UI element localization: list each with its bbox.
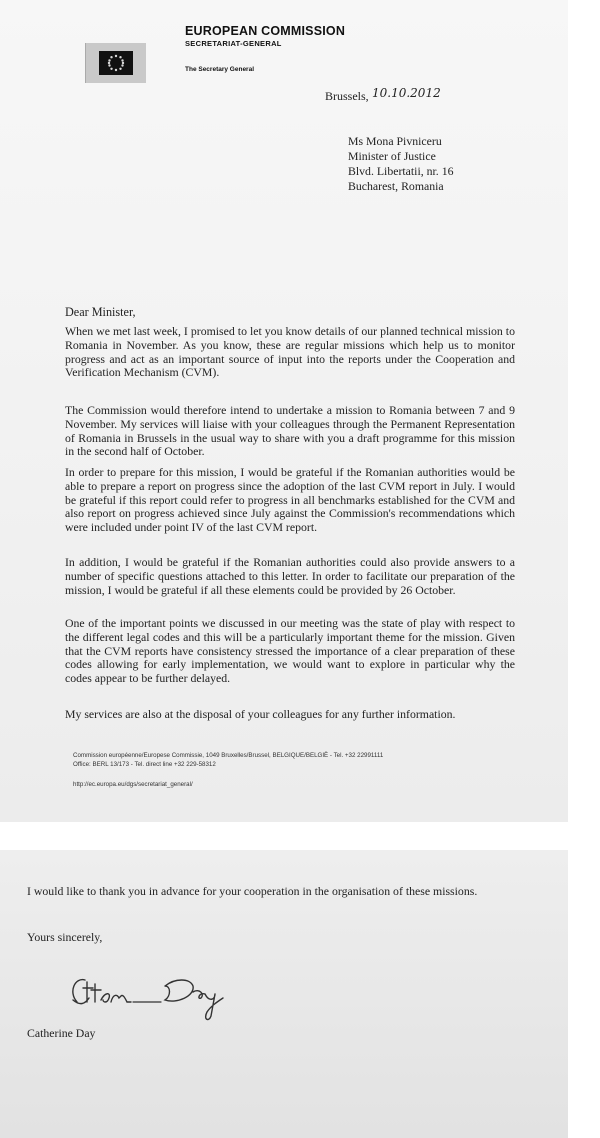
body-paragraph: One of the important points we discussed in our meeting was the state of play with respect to the different legal codes and this will be a particularly important theme for the mission. Given that the CVM reports have consistency stressed the importance of a clear preparation of these codes allowing for early implementation, we would want to explore in particular why the codes appear to be further delayed. (65, 616, 515, 686)
body-paragraph: In addition, I would be grateful if the Romanian authorities could also provide answers to a number of specific questions attached to this letter. In order to facilitate our preparation of the mission, I would be grateful if all these elements could be provided by 26 October. (65, 555, 515, 597)
recipient-street: Blvd. Libertatii, nr. 16 (348, 164, 454, 178)
signature (65, 972, 255, 1032)
eu-flag-logo (85, 43, 146, 83)
recipient-name: Ms Mona Pivniceru (348, 134, 442, 148)
footer-office: Office: BERL 13/173 - Tel. direct line +32 229-58312 (73, 761, 216, 768)
valediction: Yours sincerely, (27, 930, 103, 944)
eu-stars-icon (99, 51, 133, 75)
recipient-title: Minister of Justice (348, 149, 436, 163)
signatory-name: Catherine Day (27, 1026, 96, 1040)
organisation-name: EUROPEAN COMMISSION (185, 24, 346, 38)
footer-url: http://ec.europa.eu/dgs/secretariat_general/ (73, 781, 193, 788)
date-city: Brussels, (325, 89, 369, 103)
body-paragraph: When we met last week, I promised to let you know details of our planned technical mission to Romania in November. As you know, these are regular missions which help us to monitor progress and act as an important source of input into the reports under the Cooperation and Verification Mechanism (CVM). (65, 324, 515, 380)
salutation: Dear Minister, (65, 305, 136, 319)
directorate-name: SECRETARIAT-GENERAL (185, 39, 282, 48)
body-paragraph: In order to prepare for this mission, I would be grateful if the Romanian authorities would be able to prepare a report on progress since the adoption of the last CVM report in July. I would be grateful if this report could refer to progress in all benchmarks established for the CVM and also report on progress achieved since July against the Commission's recommendations which were included under point IV of the last CVM report. (65, 465, 515, 535)
letter-page-2 (0, 850, 568, 1138)
signature-image (65, 972, 255, 1027)
body-paragraph: The Commission would therefore intend to undertake a mission to Romania between 7 and 9 November. My services will liaise with your colleagues through the Permanent Representation of Romania in Brussels in the usual way to share with you a draft programme for this mission in the second half of October. (65, 403, 515, 459)
recipient-city: Bucharest, Romania (348, 179, 444, 193)
handwritten-date: 10.10.2012 (372, 86, 441, 100)
footer-address: Commission européenne/Europese Commissie, 1049 Bruxelles/Brussel, BELGIQUE/BELGIË - Tel. +32 22991111 (73, 752, 384, 759)
office-name: The Secretary General (185, 66, 255, 73)
body-paragraph: My services are also at the disposal of your colleagues for any further information. (65, 707, 456, 721)
closing-thanks: I would like to thank you in advance for your cooperation in the organisation of these missions. (27, 884, 478, 898)
